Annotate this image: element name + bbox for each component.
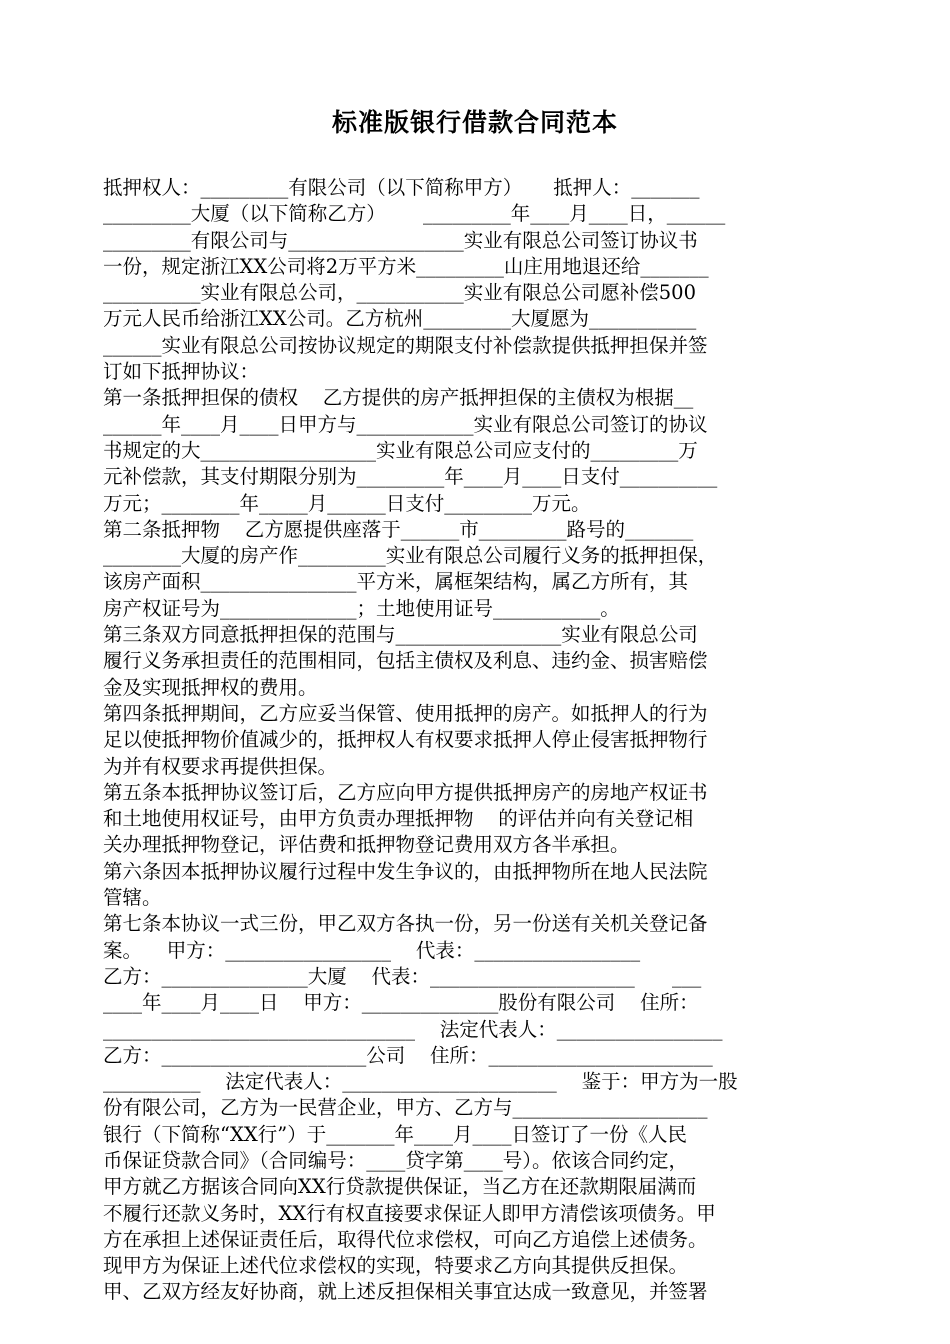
document-line: 现甲方为保证上述代位求偿权的实现，特要求乙方向其提供反担保。 [103, 1254, 689, 1278]
document-line: 第六条因本抵押协议履行过程中发生争议的，由抵押物所在地人民法院 [103, 859, 708, 883]
document-line: 甲方就乙方据该合同向XX行贷款提供保证，当乙方在还款期限届满而 [103, 1175, 697, 1199]
document-line: 万元人民币给浙江XX公司。乙方杭州_________大厦愿为___________ [103, 307, 697, 331]
document-line: 甲、乙双方经友好协商，就上述反担保相关事宜达成一致意见，并签署 [103, 1280, 708, 1304]
document-line: 和土地使用权证号，由甲方负责办理抵押物 的评估并向有关登记相 [103, 807, 694, 831]
document-line: 书规定的大__________________实业有限总公司应支付的_________万 [103, 438, 698, 462]
document-line: _________大厦（以下简称乙方） _________年____月____日，______ [103, 202, 726, 226]
document-line: 乙方：_______________大厦 代表：_____________________ ___ [103, 964, 702, 988]
document-line: 银行（下简称“XX行”）于_______年____月____日签订了一份《人民 [103, 1122, 687, 1146]
document-line: 管辖。 [103, 886, 162, 910]
document-line: 第二条抵押物 乙方愿提供座落于______市_________路号的_______ [103, 517, 694, 541]
document-line: 一份，规定浙江XX公司将2万平方米_________山庄用地退还给_______ [103, 254, 709, 278]
document-line: ______实业有限总公司按协议规定的期限支付补偿款提供抵押担保并签 [103, 333, 708, 357]
document-line: 第一条抵押担保的债权 乙方提供的房产抵押担保的主债权为根据__ [103, 386, 694, 410]
document-line: 方在承担上述保证责任后，取得代位求偿权，可向乙方追偿上述债务。 [103, 1227, 708, 1251]
document-line: 履行义务承担责任的范围相同，包括主债权及利息、违约金、损害赔偿 [103, 649, 708, 673]
document-line: 为并有权要求再提供担保。 [103, 754, 338, 778]
document-title: 标准版银行借款合同范本 [331, 108, 618, 137]
document-line: 币保证贷款合同》（合同编号：____贷字第____号）。依该合同约定， [103, 1148, 689, 1172]
document-line: 第四条抵押期间，乙方应妥当保管、使用抵押的房产。如抵押人的行为 [103, 701, 708, 725]
document-line: ____年____月____日 甲方：______________股份有限公司 住所： [103, 991, 699, 1015]
document-line: 第五条本抵押协议签订后，乙方应向甲方提供抵押房产的房地产权证书 [103, 780, 708, 804]
document-line: __________实业有限总公司，___________实业有限总公司愿补偿500 [103, 281, 696, 305]
document-line: 关办理抵押物登记，评估费和抵押物登记费用双方各半承担。 [103, 833, 630, 857]
document-line: 金及实现抵押权的费用。 [103, 675, 318, 699]
document-body [103, 175, 853, 1306]
document-line: 足以使抵押物价值减少的，抵押权人有权要求抵押人停止侵害抵押物行 [103, 728, 708, 752]
document-line: __________ 法定代表人：______________________ 鉴于：甲方为一股 [103, 1070, 738, 1094]
document-line: 万元；________年_____月______日支付_________万元。 [103, 491, 591, 515]
document-line: 第三条双方同意抵押担保的范围与_________________实业有限总公司 [103, 623, 698, 647]
document-line: 第七条本协议一式三份，甲乙双方各执一份，另一份送有关机关登记备 [103, 912, 708, 936]
document-line: 抵押权人：_________有限公司（以下简称甲方） 抵押人：_______ [103, 176, 700, 199]
document-line: 乙方：_____________________公司 住所：_______________________ [103, 1043, 713, 1067]
document-line: _________有限公司与__________________实业有限总公司签订协议书 [103, 228, 698, 252]
document-line: 订如下抵押协议： [103, 360, 260, 384]
document-line: 份有限公司，乙方为一民营企业，甲方、乙方与____________________ [103, 1096, 708, 1120]
document-line: 不履行还款义务时，XX行有权直接要求保证人即甲方清偿该项债务。甲 [103, 1201, 716, 1225]
document-line: 该房产面积________________平方米，属框架结构，属乙方所有，其 [103, 570, 689, 594]
document-line: ______年____月____日甲方与____________实业有限总公司签订的协议 [103, 412, 708, 436]
document-line: 元补偿款，其支付期限分别为_________年____月____日支付__________ [103, 465, 718, 489]
document-line: 案。 甲方：_________________ 代表：_________________ [103, 938, 641, 962]
document-line: 房产权证号为______________；土地使用证号___________。 [103, 596, 620, 620]
document-line: ________________________________ 法定代表人：_________________ [103, 1017, 723, 1041]
document-line: ________大厦的房产作_________实业有限总公司履行义务的抵押担保， [103, 544, 718, 568]
